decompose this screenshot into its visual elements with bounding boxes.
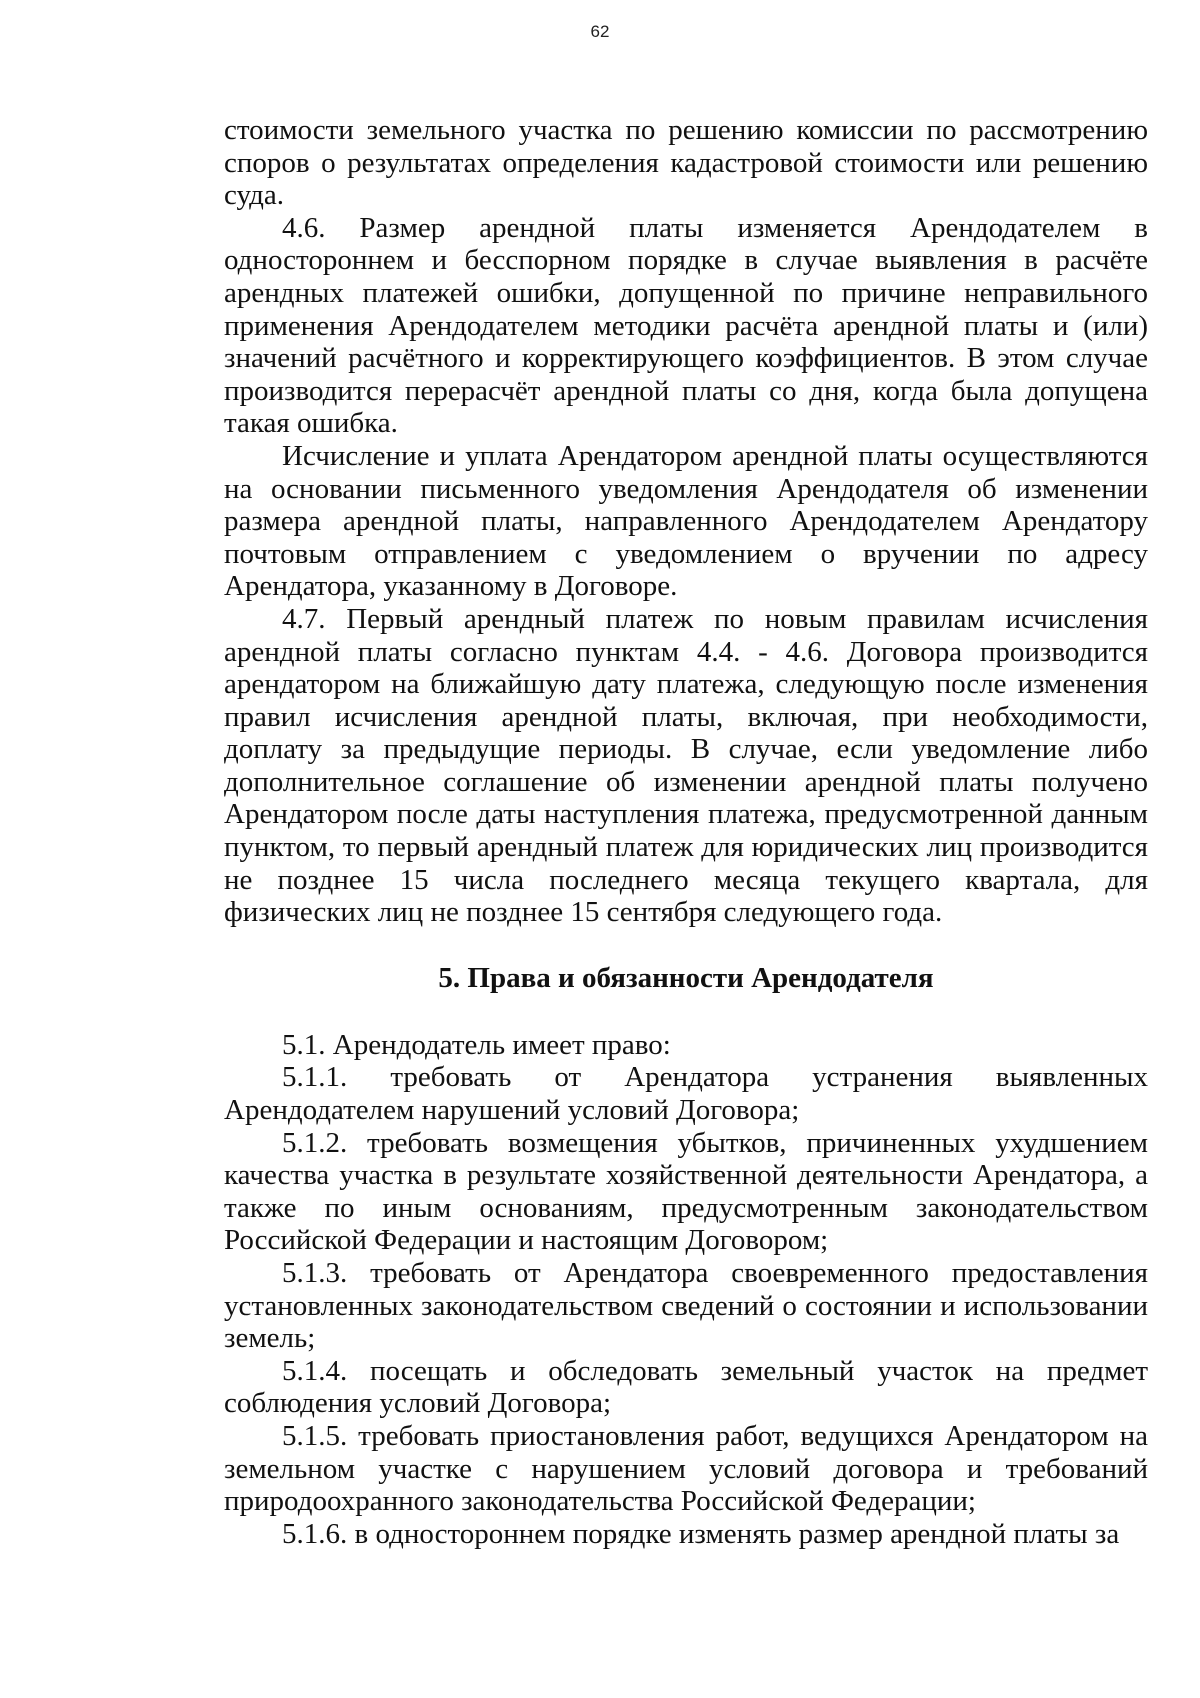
paragraph-5-1-4: 5.1.4. посещать и обследовать земельный участок на предмет соблюдения условий Договора; — [224, 1354, 1148, 1420]
paragraph-4-6: 4.6. Размер арендной платы изменяется Арендодателем в одностороннем и бесспорном порядке в случае выявления в расчёте арендных платежей ошибки, допущенной по причине неправильного применения Арендодателем методики расчёта арендной платы и (или) значений расчётного и корректирующего коэффициентов. В этом случае производится перерасчёт арендной платы со дня, когда была допущена такая ошибка. — [224, 211, 1148, 440]
paragraph-4-7: 4.7. Первый арендный платеж по новым правилам исчисления арендной платы согласно пунктам 4.4. - 4.6. Договора производится арендатором на ближайшую дату платежа, следующую после изменения правил исчисления арендной платы, включая, при необходимости, доплату за предыдущие периоды. В случае, если уведомление либо дополнительное соглашение об изменении арендной платы получено Арендатором после даты наступления платежа, предусмотренной данным пунктом, то первый арендный платеж для юридических лиц производится не позднее 15 числа последнего месяца текущего квартала, для физических лиц не позднее 15 сентября следующего года. — [224, 602, 1148, 929]
paragraph-5-1-1: 5.1.1. требовать от Арендатора устранения выявленных Арендодателем нарушений условий Договора; — [224, 1061, 1148, 1127]
paragraph-5-1-2: 5.1.2. требовать возмещения убытков, причиненных ухудшением качества участка в результате хозяйственной деятельности Арендатора, а также по иным основаниям, предусмотренным законодательством Российской Федерации и настоящим Договором; — [224, 1126, 1148, 1257]
paragraph-5-1-6: 5.1.6. в одностороннем порядке изменять размер арендной платы за — [282, 1517, 1120, 1550]
paragraph-5-1: 5.1. Арендодатель имеет право: — [282, 1028, 671, 1061]
section-heading: 5. Права и обязанности Арендодателя — [438, 961, 934, 994]
paragraph-5-1-3: 5.1.3. требовать от Арендатора своевременного предоставления установленных законодательством сведений о состоянии и использовании земель; — [224, 1257, 1148, 1355]
paragraph-continuation: стоимости земельного участка по решению комиссии по рассмотрению споров о результатах определения кадастровой стоимости или решению суда. — [224, 114, 1148, 212]
document-body — [224, 114, 1148, 1550]
paragraph-calculation-notice: Исчисление и уплата Арендатором арендной платы осуществляются на основании письменного уведомления Арендодателя об изменении размера арендной платы, направленного Арендодателем Арендатору почтовым отправлением с уведомлением о вручении по адресу Арендатора, указанному в Договоре. — [224, 439, 1148, 603]
page-number: 62 — [590, 22, 610, 41]
paragraph-5-1-5: 5.1.5. требовать приостановления работ, ведущихся Арендатором на земельном участке с нарушением условий договора и требований природоохранного законодательства Российской Федерации; — [224, 1419, 1148, 1518]
